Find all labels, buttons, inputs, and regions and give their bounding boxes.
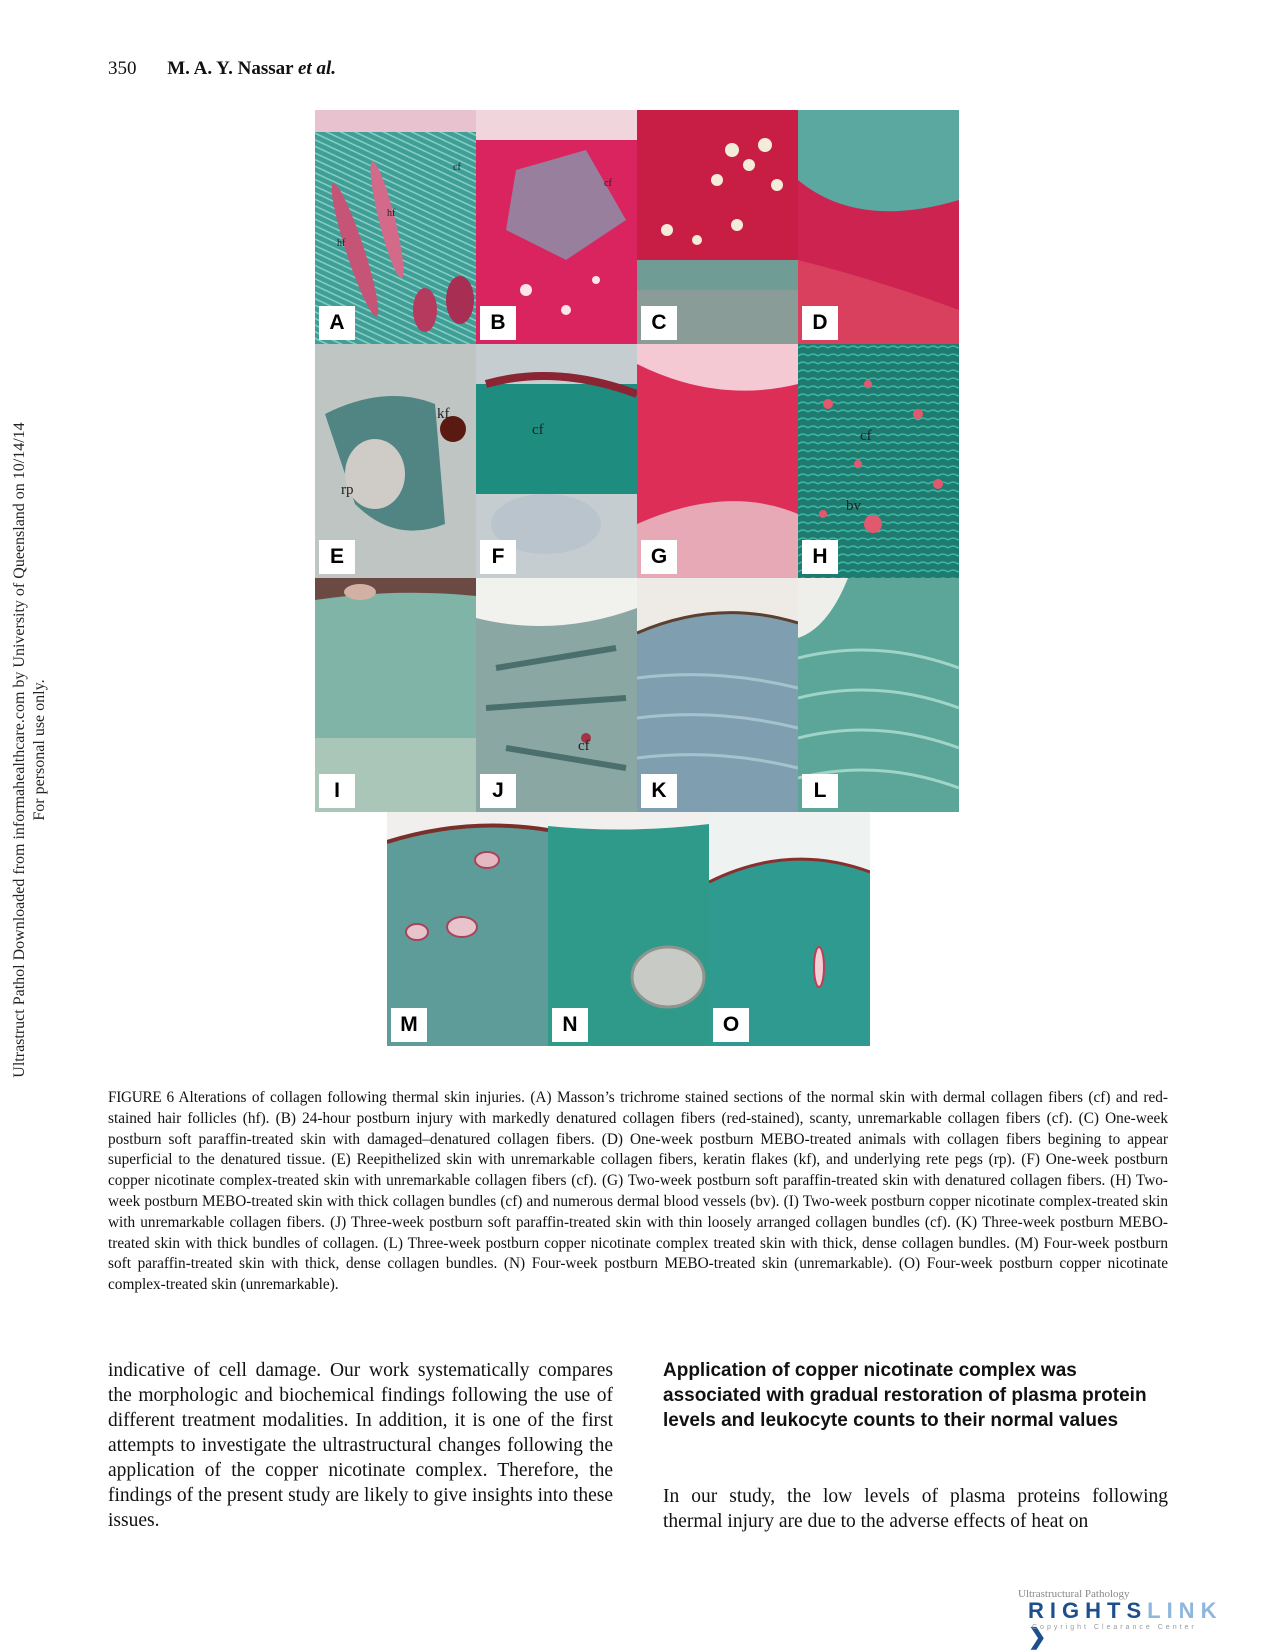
annotation-bv-h: bv	[846, 498, 861, 514]
rightslink-subtitle: Copyright Clearance Center	[1032, 1624, 1197, 1631]
panel-label-e: E	[319, 540, 355, 574]
download-notice-line1: Ultrastruct Pathol Downloaded from informahealthcare.com by University of Queensland on 10/14/14	[11, 422, 28, 1078]
journal-tiny-text: Ultrastructural Pathology	[1018, 1588, 1130, 1600]
annotation-cf-h: cf	[860, 428, 872, 444]
annotation-cf-f: cf	[532, 422, 544, 438]
panel-label-m: M	[391, 1008, 427, 1042]
panel-label-n: N	[552, 1008, 588, 1042]
rightslink-wordmark: RIGHTSLINK ❯	[1028, 1598, 1223, 1649]
section-heading: Application of copper nicotinate complex was associated with gradual restoration of plasma protein levels and leukocyte counts to their normal values	[663, 1360, 1147, 1431]
running-head	[108, 58, 336, 80]
panel-label-g: G	[641, 540, 677, 574]
panel-label-j: J	[480, 774, 516, 808]
page-number: 350	[108, 58, 137, 79]
annotation-kf-e: kf	[437, 406, 450, 422]
download-notice	[10, 330, 50, 1170]
rightslink-logo	[1018, 1588, 1258, 1649]
panel-label-i: I	[319, 774, 355, 808]
annotation-rp-e: rp	[341, 482, 354, 498]
download-notice-line2: For personal use only.	[31, 679, 48, 821]
annotation-hf-a: hf	[387, 208, 396, 219]
body-paragraph-right: In our study, the low levels of plasma proteins following thermal injury are due to the adverse effects of heat on	[663, 1486, 1168, 1532]
panel-label-d: D	[802, 306, 838, 340]
figure-caption	[108, 1088, 1168, 1296]
panel-label-b: B	[480, 306, 516, 340]
figure-number: FIGURE 6	[108, 1089, 174, 1106]
annotation-cf-a: cf	[453, 162, 461, 173]
panel-label-h: H	[802, 540, 838, 574]
panel-label-k: K	[641, 774, 677, 808]
panel-label-l: L	[802, 774, 838, 808]
annotation-cf-j: cf	[578, 738, 590, 754]
annotation-hf-a: hf	[337, 238, 346, 249]
caption-text: Alterations of collagen following thermal skin injuries. (A) Masson’s trichrome stained sections of the normal skin with dermal collagen fibers (cf) and red-stained hair follicles (hf). (B) 24-hour postburn injury with markedly denatured collagen fibers (red-stained), scanty, unremarkable collagen fibers (cf). (C) One-week postburn soft paraffin-treated skin with damaged–denatured collagen fibers. (D) One-week postburn MEBO-treated animals with collagen fibers begining to appear superficial to the denatured tissue. (E) Reepithelized skin with unremarkable collagen fibers, keratin flakes (kf), and underlying rete pegs (rp). (F) One-week postburn copper nicotinate complex-treated skin with unremarkable collagen fibers (cf). (G) Two-week postburn soft paraffin-treated skin with denatured collagen fibers. (H) Two-week postburn MEBO-treated skin with thick collagen bundles (cf) and numerous dermal blood vessels (bv). (I) Two-week postburn copper nicotinate complex-treated skin with unremarkable collagen fibers. (J) Three-week postburn soft paraffin-treated skin with thin loosely arranged collagen bundles (cf). (K) Three-week postburn MEBO-treated skin with thick bundles of collagen. (L) Three-week postburn copper nicotinate complex treated skin with thick, dense collagen bundles. (M) Four-week postburn soft paraffin-treated skin with thick, dense collagen bundles. (N) Four-week postburn MEBO-treated skin (unremarkable). (O) Four-week postburn copper nicotinate complex-treated skin (unremarkable).	[108, 1089, 1168, 1294]
body-paragraph-left: indicative of cell damage. Our work systematically compares the morphologic and biochemical findings following the use of different treatment modalities. In addition, it is one of the first attempts to investigate the ultrastructural changes following the application of the copper nicotinate complex. Therefore, the findings of the present study are likely to give insights into these issues.	[108, 1360, 613, 1531]
panel-label-c: C	[641, 306, 677, 340]
panel-label-o: O	[713, 1008, 749, 1042]
author-names: M. A. Y. Nassar et al.	[167, 58, 336, 79]
annotation-cf-b: cf	[604, 178, 612, 189]
panel-label-f: F	[480, 540, 516, 574]
panel-label-a: A	[319, 306, 355, 340]
